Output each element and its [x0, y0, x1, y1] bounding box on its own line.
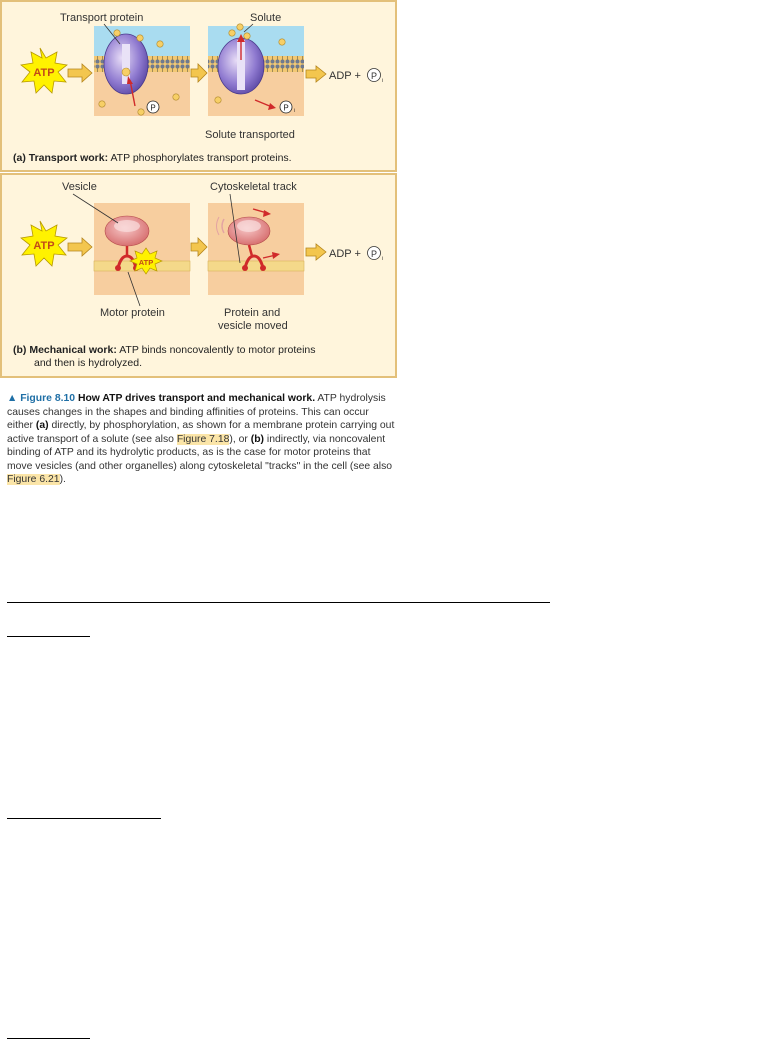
pi-label-b: P [370, 249, 378, 259]
caption-ref-a: (a) [35, 420, 49, 431]
panel-b-caption-text: ATP binds noncovalently to motor proteins [116, 344, 316, 356]
section-underline-2 [7, 818, 161, 819]
caption-text-2: directly, by phosphorylation, as shown for a membrane protein carrying out active transport of a solute (see also [7, 420, 395, 445]
pi-sub-a: i [382, 78, 384, 84]
pi-sub-b: i [382, 256, 384, 262]
atp-label-a: ATP [33, 67, 55, 79]
label-cytoskeletal-track: Cytoskeletal track [210, 181, 297, 193]
caption-marker-icon: ▲ [7, 393, 18, 404]
caption-title: How ATP drives transport and mechanical work. [77, 393, 316, 404]
panel-a-caption-text: ATP phosphorylates transport proteins. [108, 152, 292, 164]
atp-label-b: ATP [33, 240, 55, 252]
section-underline-3 [7, 1038, 90, 1039]
atp-bound-label: ATP [138, 258, 154, 267]
panel-a-box-before [94, 26, 190, 116]
caption-link-figure-6-21[interactable]: Figure 6.21 [7, 474, 60, 485]
caption-text-1: ATP hydrolysis causes changes in the shapes and binding affinities of proteins. This can occur either [7, 393, 386, 431]
label-transport-protein: Transport protein [60, 12, 144, 24]
phosphate-released-label: P [283, 103, 289, 113]
adp-label-a: ADP + [329, 70, 361, 82]
panel-b-caption-line2: and then is hydrolyzed. [34, 357, 142, 369]
label-protein-and: Protein and [224, 307, 281, 319]
section-underline-1 [7, 636, 90, 637]
horizontal-rule [7, 602, 550, 603]
caption-figure-number: Figure 8.10 [20, 393, 76, 404]
label-vesicle: Vesicle [62, 181, 97, 193]
panel-a-caption-bold: (a) Transport work: [13, 152, 109, 164]
phosphate-icon [147, 101, 159, 113]
phosphate-released-sub: i [294, 108, 296, 114]
adp-label-b: ADP + [329, 248, 361, 260]
figure-caption [7, 392, 397, 487]
panel-a-frame [1, 1, 396, 171]
caption-text-5: ). [59, 474, 66, 485]
panel-b-box-after [208, 203, 304, 295]
panel-a-box-after [208, 24, 304, 116]
caption-link-figure-7-18[interactable]: Figure 7.18 [176, 433, 230, 445]
label-vesicle-moved: vesicle moved [218, 320, 288, 332]
phosphate-label: P [150, 103, 156, 113]
label-solute: Solute [250, 12, 282, 24]
caption-text-3: ), or [229, 433, 251, 445]
caption-ref-b: (b) [250, 433, 265, 445]
panel-b-caption-bold: (b) Mechanical work: [13, 344, 117, 356]
caption-text-4: indirectly, via noncovalent binding of ATP and its hydrolytic products, as is the case for motor proteins that move vesicles (and other organelles) along cytoskeletal "tracks" in the cell (see also [7, 433, 393, 472]
pi-label-a: P [370, 71, 378, 81]
figure-8-10-diagram [0, 0, 400, 378]
label-motor-protein: Motor protein [100, 307, 165, 319]
panel-b-caption-line1 [13, 344, 316, 356]
label-solute-transported: Solute transported [205, 129, 295, 141]
panel-a-caption [13, 152, 292, 164]
